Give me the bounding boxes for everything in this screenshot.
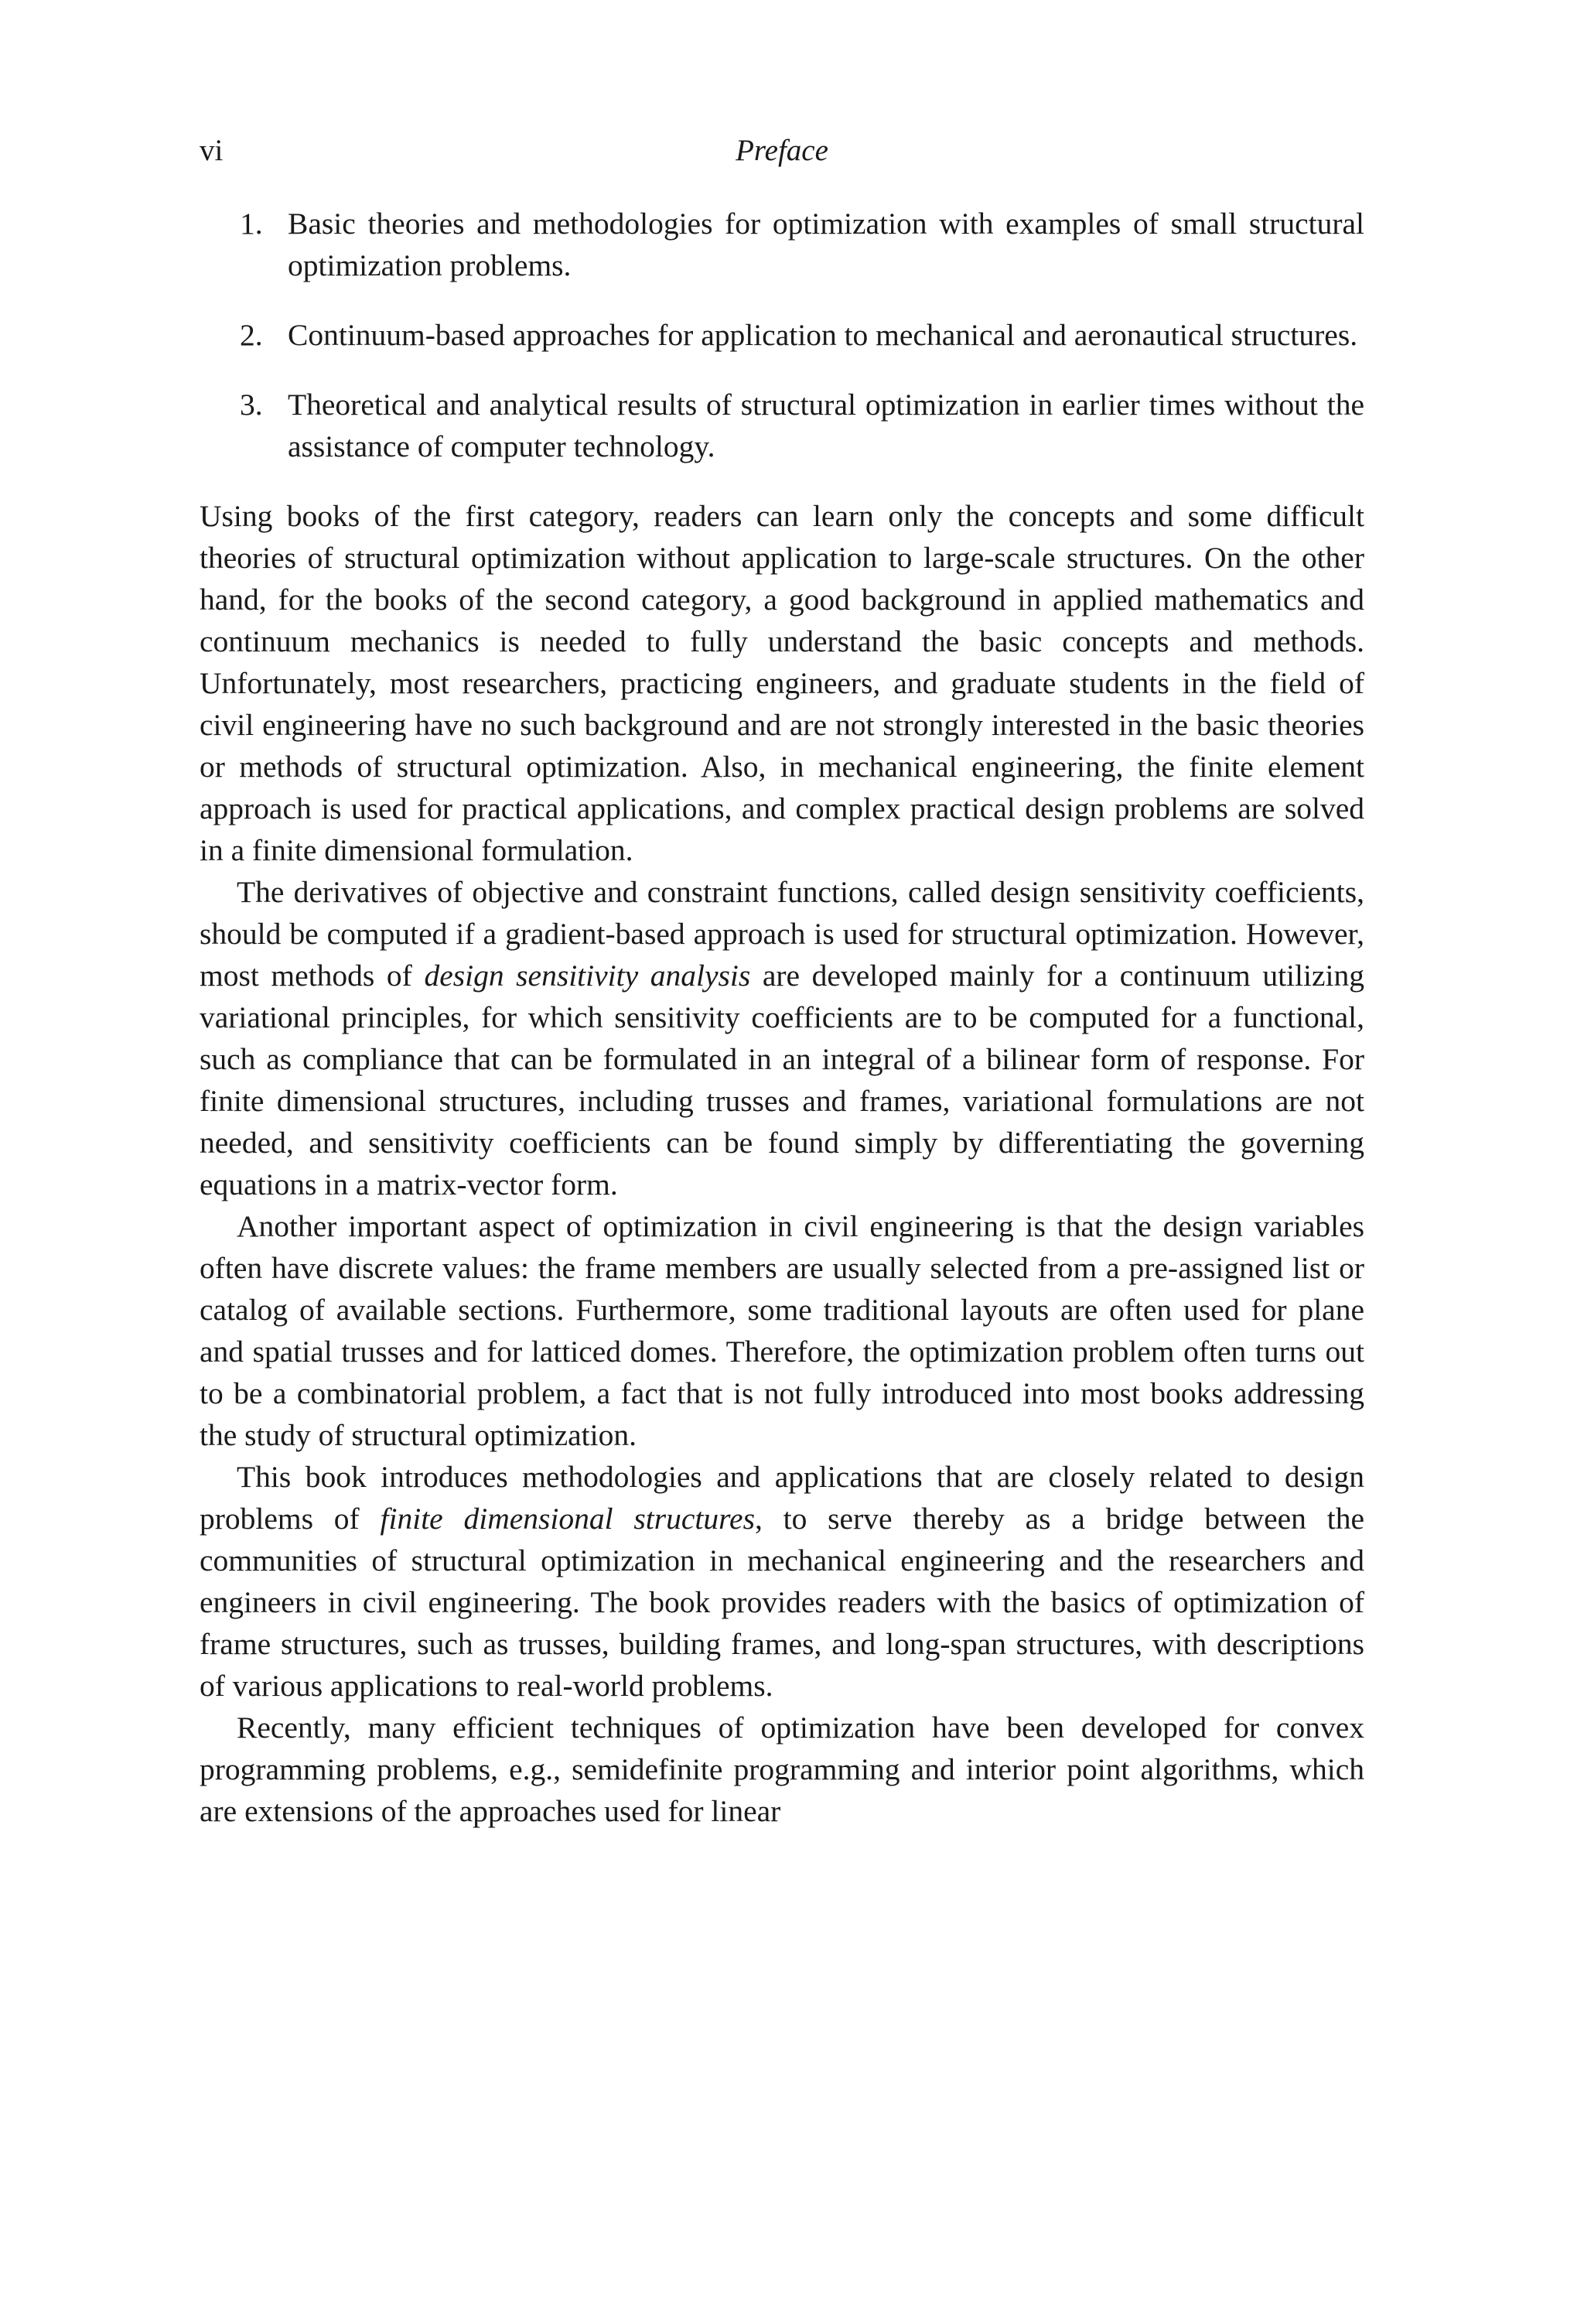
list-item (200, 314, 1364, 356)
paragraph-text: are developed mainly for a continuum utilizing variational principles, for which sensitivity coefficients are to be computed for a functional, such as compliance that can be formulated in an integral of a bilinear form of response. For finite dimensional structures, including trusses and frames, variational formulations are not needed, and sensitivity coefficients can be found simply by differentiating the governing equations in a matrix-vector form. (200, 959, 1364, 1201)
paragraph-text: The derivatives of objective and constraint functions, called design sensitivity coefficients, should be computed if a gradient-based approach is used for structural optimization. However, most methods of (200, 875, 1364, 993)
paragraph: Another important aspect of optimization in civil engineering is that the design variables often have discrete values: the frame members are usually selected from a pre-assigned list or catalog of available sections. Furthermore, some traditional layouts are often used for plane and spatial trusses and for latticed domes. Therefore, the optimization problem often turns out to be a combinatorial problem, a fact that is not fully introduced into most books addressing the study of structural optimization. (200, 1209, 1364, 1452)
list-item (200, 384, 1364, 467)
list-item-text: Theoretical and analytical results of structural optimization in earlier times without the assistance of computer technology. (288, 388, 1364, 463)
paragraph (200, 871, 1364, 1205)
emphasized-term: finite dimensional structures (380, 1502, 755, 1536)
list-item-number: 1. (240, 207, 263, 241)
book-page (200, 124, 1364, 1832)
list-item-number: 2. (240, 318, 263, 352)
list-item (200, 203, 1364, 286)
body-text (200, 495, 1364, 1832)
category-list (200, 203, 1364, 467)
paragraph: Recently, many efficient techniques of optimization have been developed for convex programming problems, e.g., semidefinite programming and interior point algorithms, which are extensions of the approaches used for linear (200, 1711, 1364, 1828)
list-item-text: Continuum-based approaches for application to mechanical and aeronautical structures. (288, 318, 1358, 352)
page-number: vi (200, 134, 224, 167)
paragraph-text: This book introduces methodologies and applications that are closely related to design problems of (200, 1460, 1364, 1536)
running-head (200, 124, 1364, 178)
paragraph-text: , to serve thereby as a bridge between the communities of structural optimization in mechanical engineering and the researchers and engineers in civil engineering. The book provides readers with the basics of optimization of frame structures, such as trusses, building frames, and long-span structures, with descriptions of various applications to real-world problems. (200, 1502, 1364, 1703)
list-item-text: Basic theories and methodologies for optimization with examples of small structural optimization problems. (288, 207, 1364, 282)
paragraph: Using books of the first category, readers can learn only the concepts and some difficult theories of structural optimization without application to large-scale structures. On the other hand, for the books of the second category, a good background in applied mathematics and continuum mechanics is needed to fully understand the basic concepts and methods. Unfortunately, most researchers, practicing engineers, and graduate students in the field of civil engineering have no such background and are not strongly interested in the basic theories or methods of structural optimization. Also, in mechanical engineering, the finite element approach is used for practical applications, and complex practical design problems are solved in a finite dimensional formulation. (200, 499, 1364, 867)
running-title: Preface (736, 134, 828, 167)
emphasized-term: design sensitivity analysis (424, 959, 751, 993)
paragraph (200, 1456, 1364, 1707)
list-item-number: 3. (240, 388, 263, 422)
